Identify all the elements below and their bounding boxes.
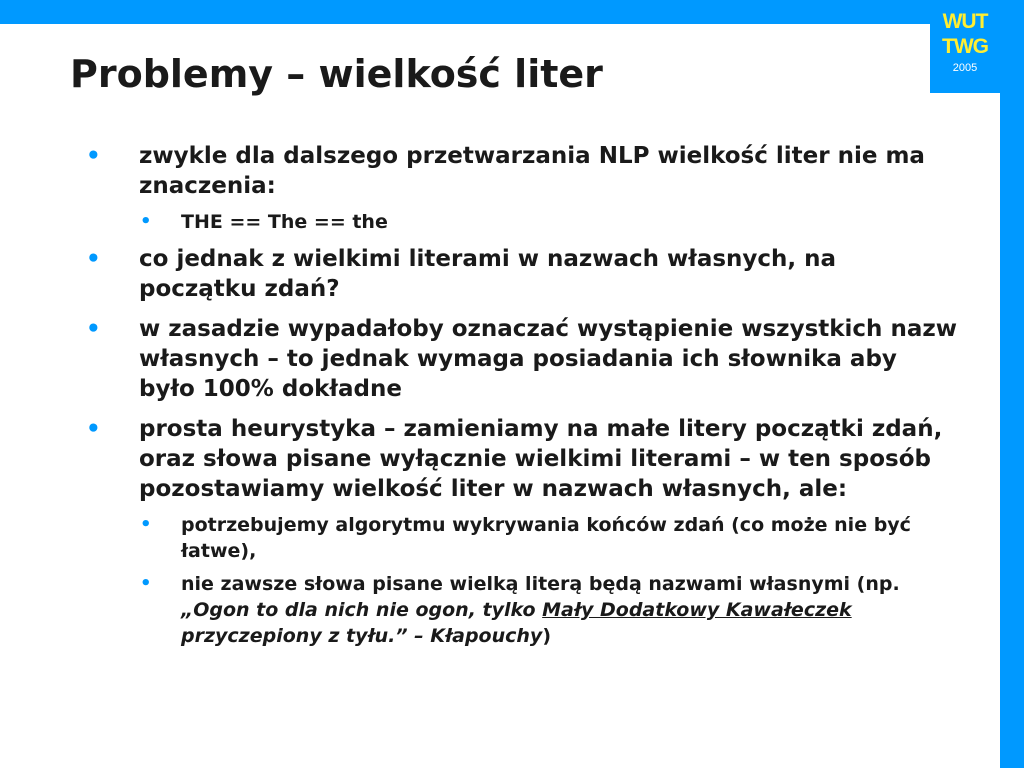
sub-bullet-text: THE == The == the — [181, 211, 388, 233]
bullet-text: w zasadzie wypadałoby oznaczać wystąpienie wszystkich nazw własnych – to jednak wymaga posiadania ich słownika aby było 100% dokładne — [139, 316, 957, 402]
bullet-item — [0, 414, 959, 504]
top-accent-bar — [0, 0, 1024, 24]
bullet-text: co jednak z wielkimi literami w nazwach własnych, na początku zdań? — [139, 246, 837, 302]
slide-content — [0, 141, 990, 661]
sub-bullet-item — [0, 571, 971, 649]
bullet-dot-icon: • — [86, 416, 101, 442]
sub-bullet-item — [0, 209, 971, 235]
sub-bullet-item — [0, 512, 971, 564]
slide-title: Problemy – wielkość liter — [70, 52, 603, 96]
bullet-dot-icon: • — [140, 573, 152, 594]
sub-bullet-text-part: ) — [542, 625, 552, 647]
sub-bullet-text: potrzebujemy algorytmu wykrywania końców zdań (co może nie być łatwe), — [181, 514, 911, 562]
logo-line-2: TWG — [942, 35, 988, 58]
bullet-dot-icon: • — [140, 514, 152, 535]
quote-underlined-text: Mały Dodatkowy Kawałeczek — [542, 599, 852, 621]
bullet-dot-icon: • — [86, 246, 101, 272]
logo-line-1: WUT — [942, 10, 988, 33]
quote-text: „Ogon to dla nich nie ogon, tylko — [181, 599, 543, 621]
bullet-text: zwykle dla dalszego przetwarzania NLP wielkość liter nie ma znaczenia: — [139, 143, 925, 199]
right-accent-bar — [1000, 0, 1024, 768]
bullet-dot-icon: • — [86, 316, 101, 342]
sub-bullet-text — [181, 573, 900, 647]
quote-text: przyczepiony z tyłu.” – Kłapouchy — [181, 625, 543, 647]
bullet-item — [0, 244, 959, 304]
bullet-dot-icon: • — [86, 143, 101, 169]
bullet-text: prosta heurystyka – zamieniamy na małe litery początki zdań, oraz słowa pisane wyłącznie wielkimi literami – w ten sposób pozostawiamy wielkość liter w nazwach własnych, ale: — [139, 416, 943, 502]
bullet-item — [0, 141, 959, 201]
wut-twg-logo — [930, 0, 1000, 93]
bullet-dot-icon: • — [140, 211, 152, 232]
bullet-item — [0, 314, 959, 404]
logo-year: 2005 — [952, 62, 978, 74]
sub-bullet-text-part: nie zawsze słowa pisane wielką literą będą nazwami własnymi (np. — [181, 573, 900, 595]
